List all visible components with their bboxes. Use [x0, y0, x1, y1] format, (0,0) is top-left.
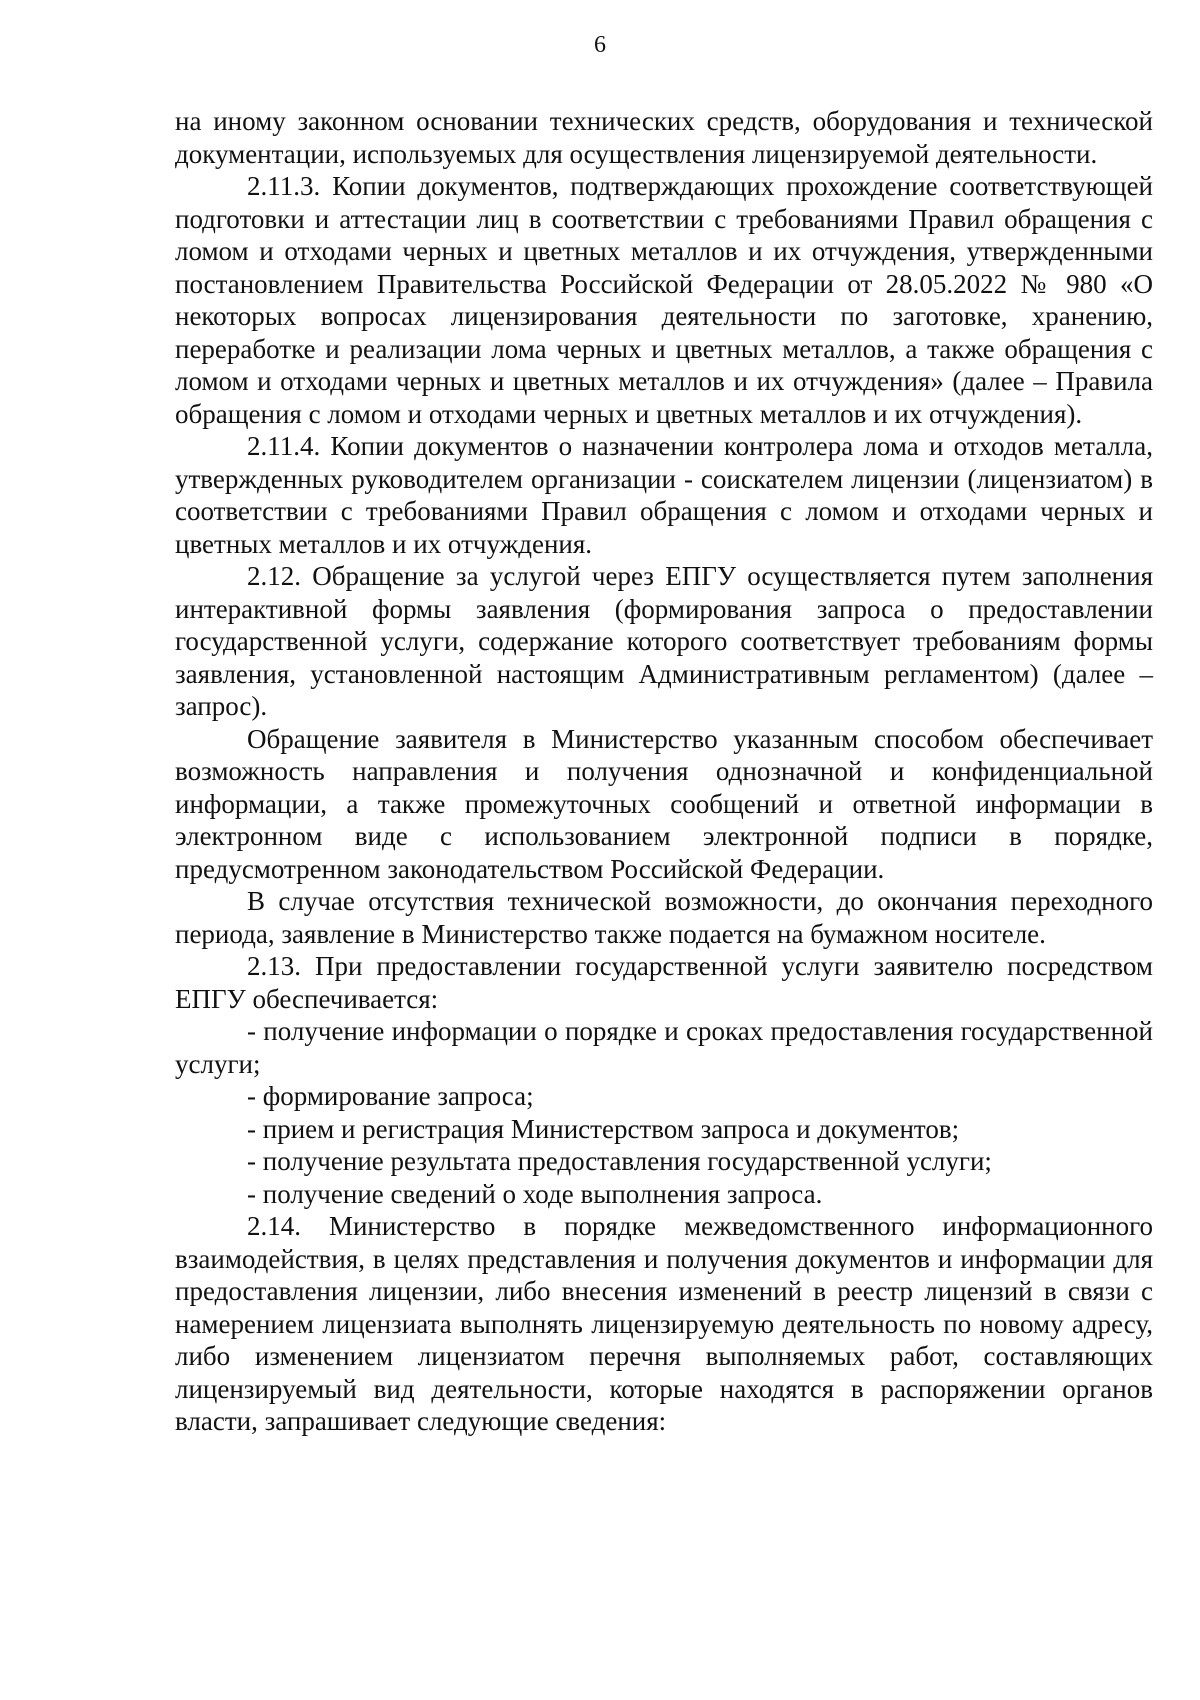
paragraph-2-11-4: 2.11.4. Копии документов о назначении контролера лома и отходов металла, утвержденных руководителем организации - соискателем лицензии (лицензиатом) в соответствии с требованиями Правил обращения с ломом и отходами черных и цветных металлов и их отчуждения.: [175, 431, 1153, 559]
paragraph-2-14: 2.14. Министерство в порядке межведомственного информационного взаимодействия, в целях представления и получения документов и информации для предоставления лицензии, либо внесения изменений в реестр лицензий в связи с намерением лицензиата выполнять лицензируемую деятельность по новому адресу, либо изменением лицензиатом перечня выполняемых работ, составляющих лицензируемый вид деятельности, которые находятся в распоряжении органов власти, запрашивает следующие сведения:: [175, 1211, 1153, 1436]
page-number: 6: [594, 32, 606, 58]
list-item-request-forming: - формирование запроса;: [247, 1081, 534, 1111]
paragraph-continuation: на иному законном основании технических средств, оборудования и технической документации, используемых для осуществления лицензируемой деятельности.: [175, 106, 1153, 169]
paragraph-paper-submission: В случае отсутствия технической возможности, до окончания переходного периода, заявление в Министерство также подается на бумажном носителе.: [175, 886, 1153, 949]
list-item-registration: - прием и регистрация Министерством запроса и документов;: [247, 1113, 960, 1144]
paragraph-2-12: 2.12. Обращение за услугой через ЕПГУ осуществляется путем заполнения интерактивной формы заявления (формирования запроса о предоставлении государственной услуги, содержание которого соответствует требованиям формы заявления, установленной настоящим Административным регламентом) (далее – запрос).: [175, 561, 1153, 721]
paragraph-2-13: 2.13. При предоставлении государственной услуги заявителю посредством ЕПГУ обеспечивается:: [175, 951, 1153, 1014]
list-item-result: - получение результата предоставления государственной услуги;: [247, 1146, 992, 1176]
list-item-info: - получение информации о порядке и сроках предоставления государственной услуги;: [175, 1016, 1153, 1079]
paragraph-2-11-3: 2.11.3. Копии документов, подтверждающих прохождение соответствующей подготовки и аттестации лиц в соответствии с требованиями Правил обращения с ломом и отходами черных и цветных металлов и их отчуждения, утвержденными постановлением Правительства Российской Федерации от 28.05.2022 № 980 «О некоторых вопросах лицензирования деятельности по заготовке, хранению, переработке и реализации лома черных и цветных металлов, а также обращения с ломом и отходами черных и цветных металлов и их отчуждения» (далее – Правила обращения с ломом и отходами черных и цветных металлов и их отчуждения).: [175, 171, 1153, 429]
list-item-status: - получение сведений о ходе выполнения запроса.: [247, 1178, 823, 1209]
paragraph-applicant-appeal: Обращение заявителя в Министерство указанным способом обеспечивает возможность направления и получения однозначной и конфиденциальной информации, а также промежуточных сообщений и ответной информации в электронном виде с использованием электронной подписи в порядке, предусмотренном законодательством Российской Федерации.: [175, 723, 1153, 884]
document-body: [175, 105, 1153, 1438]
